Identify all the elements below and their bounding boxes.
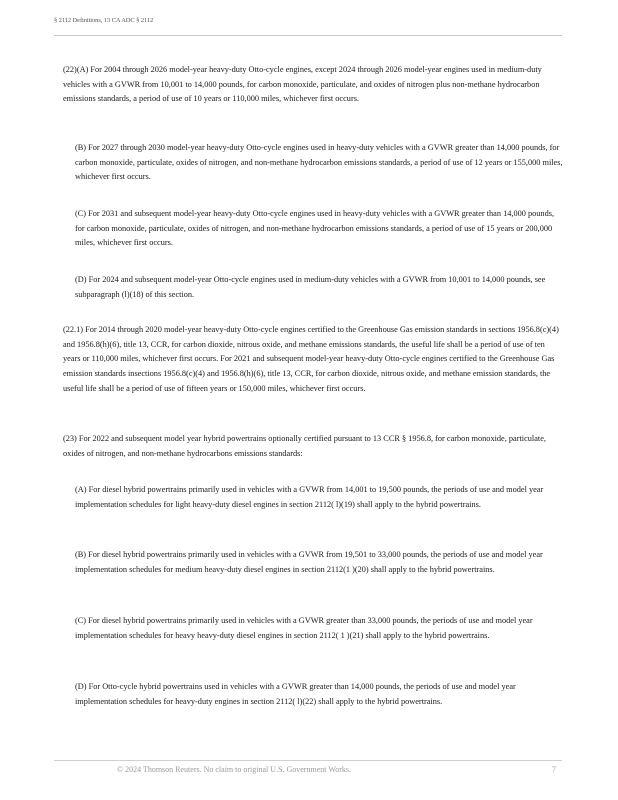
- paragraph-23-d: (D) For Otto-cycle hybrid powertrains used in vehicles with a GVWR greater than 14,000 pounds, the periods of use and model year implementation schedules for heavy-duty engines in section 2112( l)(22) shall apply to the hybrid powertrains.: [75, 682, 516, 706]
- paragraph-22-d: (D) For 2024 and subsequent model-year Otto-cycle engines used in medium-duty vehicles with a GVWR from 10,001 to 14,000 pounds, see subparagraph (l)(18) of this section.: [75, 275, 546, 299]
- paragraph-23-a: (A) For diesel hybrid powertrains primarily used in vehicles with a GVWR from 14,001 to 19,500 pounds, the periods of use and model year implementation schedules for light heavy-duty diesel engines in section 2112( l)(19) shall apply to the hybrid powertrains.: [75, 485, 544, 509]
- running-header-citation: § 2112 Definitions, 13 CA ADC § 2112: [54, 17, 154, 24]
- footer-copyright: © 2024 Thomson Reuters. No claim to original U.S. Government Works.: [117, 765, 352, 774]
- footer-divider: [54, 760, 562, 761]
- paragraph-22-a: (22)(A) For 2004 through 2026 model-year heavy-duty Otto-cycle engines, except 2024 through 2026 model-year engines used in medium-duty vehicles with a GVWR from 10,001 to 14,000 pounds, for carbon monoxide, particulate, and oxides of nitrogen plus non-methane hydrocarbon emissions standards, a period of use of 10 years or 110,000 miles, whichever first occurs.: [63, 65, 542, 104]
- paragraph-23-b: (B) For diesel hybrid powertrains primarily used in vehicles with a GVWR from 19,501 to 33,000 pounds, the periods of use and model year implementation schedules for medium heavy-duty diesel engines in section 2112(1 )(20) shall apply to the hybrid powertrains.: [75, 550, 543, 574]
- paragraph-23-c: (C) For diesel hybrid powertrains primarily used in vehicles with a GVWR greater than 33,000 pounds, the periods of use and model year implementation schedules for heavy heavy-duty diesel engines in section 2112( 1 )(21) shall apply to the hybrid powertrains.: [75, 616, 533, 640]
- header-divider: [54, 35, 562, 36]
- paragraph-22-b: (B) For 2027 through 2030 model-year heavy-duty Otto-cycle engines used in heavy-duty vehicles with a GVWR greater than 14,000 pounds, for carbon monoxide, particulate, oxides of nitrogen, and non-methane hydrocarbon emissions standards, a period of use of 12 years or 155,000 miles, whichever first occurs.: [75, 143, 563, 182]
- page-number: 7: [552, 765, 556, 774]
- paragraph-22-1: (22.1) For 2014 through 2020 model-year heavy-duty Otto-cycle engines certified to the Greenhouse Gas emission standards in sections 1956.8(c)(4) and 1956.8(h)(6), title 13, CCR, for carbon dioxide, nitrous oxide, and methane emissions standards, the useful life shall be a period of use of ten years or 110,000 miles, whichever first occurs. For 2021 and subsequent model-year heavy-duty Otto-cycle engines certified to the Greenhouse Gas emission standards insections 1956.8(c)(4) and 1956.8(h)(6), title 13, CCR, for carbon dioxide, nitrous oxide, and methane emission standards, the useful life shall be a period of use of fifteen years or 150,000 miles, whichever first occurs.: [63, 325, 559, 393]
- paragraph-23: (23) For 2022 and subsequent model year hybrid powertrains optionally certified pursuant to 13 CCR § 1956.8, for carbon monoxide, particulate, oxides of nitrogen, and non-methane hydrocarbons emissions standards:: [63, 434, 546, 458]
- paragraph-22-c: (C) For 2031 and subsequent model-year heavy-duty Otto-cycle engines used in heavy-duty vehicles with a GVWR greater than 14,000 pounds, for carbon monoxide, particulate, oxides of nitrogen, and non-methane hydrocarbon emissions standards, a period of use of 15 years or 200,000 miles, whichever first occurs.: [75, 209, 555, 248]
